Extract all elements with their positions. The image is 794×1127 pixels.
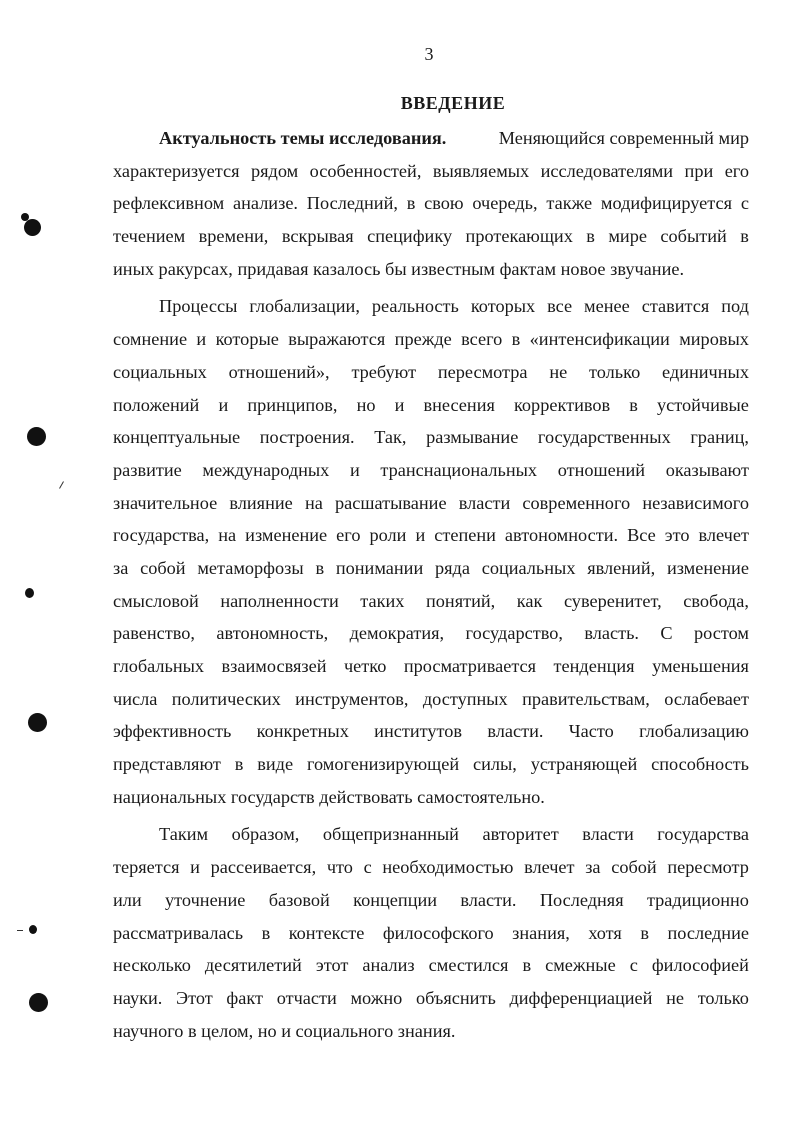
text-line: рефлексивном анализе. Последний, в свою очередь, также модифицируется с (113, 193, 749, 214)
text-line: значительное влияние на расшатывание власти современного независимого (113, 492, 749, 513)
text-line: несколько десятилетий этот анализ сместился в смежные с философией (113, 955, 749, 976)
punch-hole (27, 427, 46, 446)
page-number: 3 (424, 44, 434, 64)
text-line: науки. Этот факт отчасти можно объяснить дифференциацией не только (113, 987, 749, 1008)
text-line: сомнение и которые выражаются прежде всего в «интенсификации мировых (113, 329, 749, 350)
text-line: положений и принципов, но и внесения коррективов в устойчивые (113, 394, 749, 415)
text-line: государства, на изменение его роли и степени автономности. Все это влечет (113, 525, 749, 546)
punch-hole (24, 219, 41, 236)
text-line: или уточнение базовой концепции власти. Последняя традиционно (113, 889, 749, 910)
text-line: глобальных взаимосвязей четко просматривается тенденция уменьшения (113, 656, 749, 676)
section-heading: ВВЕДЕНИЕ (400, 93, 506, 113)
text-line: равенство, автономность, демократия, государство, власть. С ростом (113, 623, 749, 644)
lead-phrase: Актуальность темы исследования. (159, 128, 447, 148)
text-line: характеризуется рядом особенностей, выявляемых исследователями при его (113, 160, 749, 181)
scan-speck (17, 930, 23, 931)
text-line: концептуальные построения. Так, размывание государственных границ, (113, 427, 749, 448)
text-line: течением времени, вскрывая специфику протекающих в мире событий в (113, 226, 749, 247)
text-line: Меняющийся современный мир (498, 128, 749, 148)
body-text (113, 122, 749, 1047)
text-line: социальных отношений», требуют пересмотра не только единичных (113, 361, 749, 382)
scan-speck (59, 481, 64, 488)
punch-hole (29, 993, 48, 1012)
text-line: за собой метаморфозы в понимании ряда социальных явлений, изменение (113, 557, 749, 578)
punch-hole (21, 213, 29, 221)
text-line: числа политических инструментов, доступных правительствам, ослабевает (113, 688, 749, 709)
text-line: Процессы глобализации, реальность которых все менее ставится под (159, 296, 749, 317)
text-line: теряется и рассеивается, что с необходимостью влечет за собой пересмотр (113, 857, 749, 878)
paragraph-1-line-1 (113, 122, 749, 155)
punch-hole (25, 588, 34, 598)
text-line: научного в целом, но и социального знания. (113, 1020, 456, 1041)
text-line: представляют в виде гомогенизирующей силы, устраняющей способность (113, 754, 749, 775)
text-line: рассматривалась в контексте философского знания, хотя в последние (113, 922, 749, 943)
text-line: смысловой наполненности таких понятий, как суверенитет, свобода, (113, 590, 749, 611)
punch-hole (29, 925, 37, 934)
punch-hole (28, 713, 47, 732)
text-line: эффективность конкретных институтов власти. Часто глобализацию (113, 721, 749, 742)
text-line: национальных государств действовать самостоятельно. (113, 786, 545, 807)
text-line: Таким образом, общепризнанный авторитет власти государства (159, 824, 749, 845)
text-line: развитие международных и транснациональных отношений оказывают (113, 459, 749, 480)
text-line: иных ракурсах, придавая казалось бы известным фактам новое звучание. (113, 258, 685, 279)
